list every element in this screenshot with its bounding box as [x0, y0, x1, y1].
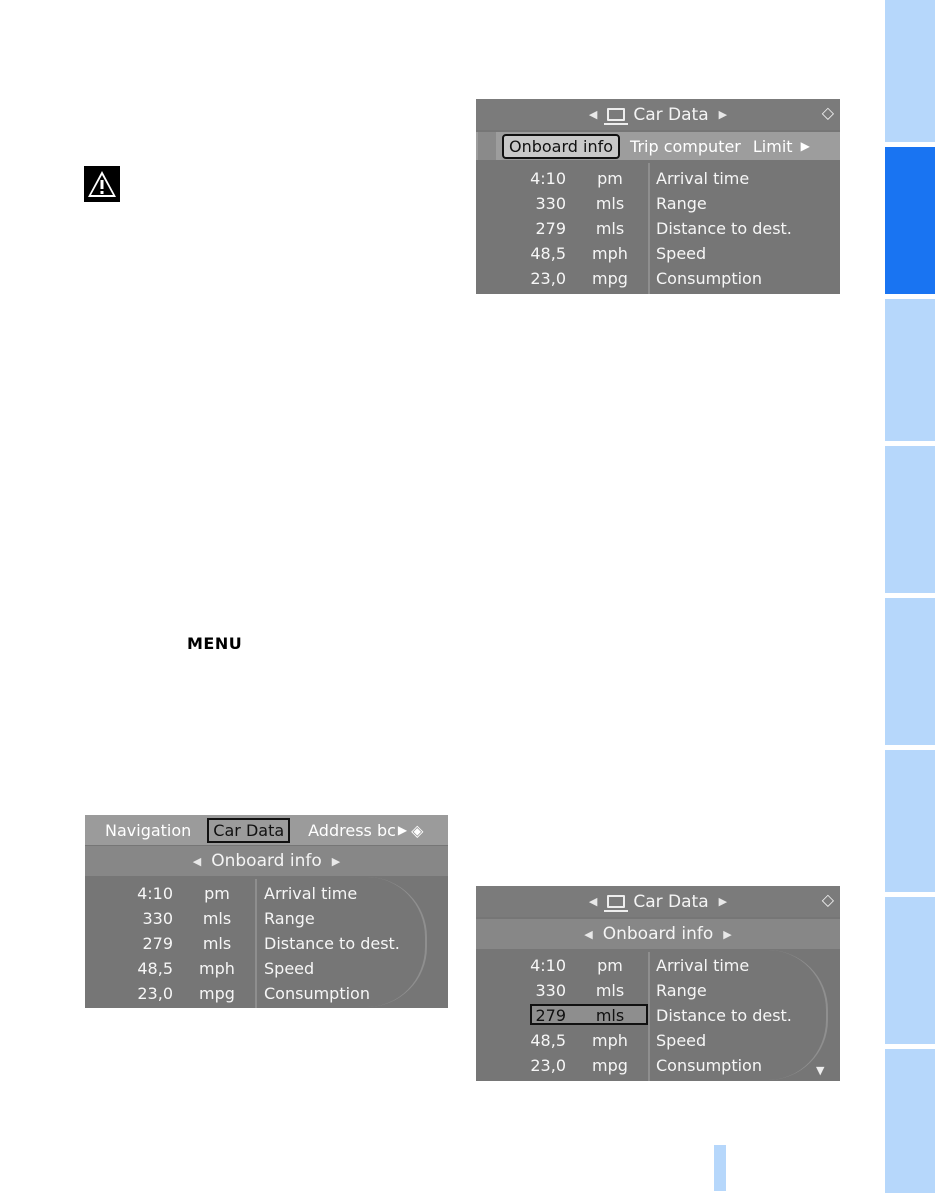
tab-bar — [476, 132, 840, 160]
row-label: Speed — [656, 244, 707, 263]
chapter-tab[interactable] — [885, 897, 935, 1044]
warning-triangle-icon — [84, 166, 120, 202]
next-arrow-icon[interactable]: ▶ — [723, 927, 732, 941]
scroll-down-arrow-icon[interactable]: ▼ — [816, 1064, 825, 1077]
row-label: Consumption — [264, 984, 370, 1003]
data-row — [85, 931, 448, 956]
data-row — [476, 166, 840, 191]
row-value: 279 — [535, 219, 566, 238]
row-unit: mph — [592, 244, 628, 263]
data-row — [476, 1053, 840, 1078]
row-unit: pm — [204, 884, 230, 903]
chapter-tab[interactable] — [885, 1049, 935, 1193]
row-value: 330 — [535, 194, 566, 213]
data-rows — [476, 953, 840, 1078]
row-label: Distance to dest. — [264, 934, 400, 953]
subheader-bar — [85, 846, 448, 876]
row-unit: mls — [202, 934, 232, 953]
row-unit: mls — [595, 981, 625, 1000]
row-label: Speed — [264, 959, 315, 978]
next-arrow-icon[interactable]: ▶ — [331, 854, 341, 868]
row-unit: mls — [595, 219, 625, 238]
row-label: Consumption — [656, 1056, 762, 1075]
controller-icon: ◈ — [411, 820, 424, 840]
row-value: 4:10 — [530, 169, 566, 188]
tab-spacer — [478, 132, 496, 160]
menu-tab-address-book[interactable]: Address bc — [308, 820, 396, 840]
row-label: Speed — [656, 1031, 707, 1050]
data-row — [85, 906, 448, 931]
row-label: Range — [264, 909, 315, 928]
data-row — [476, 191, 840, 216]
row-value: 23,0 — [530, 1056, 566, 1075]
row-label: Arrival time — [656, 956, 750, 975]
row-value: 48,5 — [530, 244, 566, 263]
tab-trip-computer[interactable]: Trip computer — [630, 136, 741, 156]
data-row — [476, 216, 840, 241]
data-row — [85, 956, 448, 981]
tab-limit[interactable]: Limit — [752, 136, 793, 156]
data-rows — [476, 166, 840, 291]
row-value: 23,0 — [530, 269, 566, 288]
row-value: 4:10 — [530, 956, 566, 975]
data-row — [476, 266, 840, 291]
row-label: Consumption — [656, 269, 762, 288]
menu-tab-car-data[interactable]: Car Data — [207, 818, 290, 843]
data-row — [476, 241, 840, 266]
row-label: Distance to dest. — [656, 1006, 792, 1025]
row-value: 279 — [535, 1006, 566, 1025]
tab-onboard-info[interactable]: Onboard info — [502, 134, 620, 159]
row-label: Range — [656, 194, 707, 213]
row-unit: mpg — [199, 984, 235, 1003]
prev-arrow-icon[interactable]: ◀ — [588, 895, 598, 908]
screen-title: Car Data — [633, 104, 709, 125]
chapter-tab[interactable] — [885, 446, 935, 593]
screen-title: Car Data — [633, 891, 709, 912]
screen-car-data-tabs — [476, 99, 840, 294]
row-unit: pm — [597, 956, 623, 975]
screen-header — [476, 99, 840, 130]
row-value: 4:10 — [137, 884, 173, 903]
chapter-tab[interactable] — [885, 0, 935, 142]
row-unit: mls — [202, 909, 232, 928]
menu-key-label: MENU — [187, 634, 243, 653]
data-row — [476, 953, 840, 978]
row-label: Range — [656, 981, 707, 1000]
row-unit: mph — [592, 1031, 628, 1050]
row-value: 48,5 — [530, 1031, 566, 1050]
data-row-selected[interactable] — [476, 1003, 840, 1028]
row-value: 279 — [142, 934, 173, 953]
data-row — [85, 881, 448, 906]
row-value: 23,0 — [137, 984, 173, 1003]
prev-arrow-icon[interactable]: ◀ — [588, 108, 598, 121]
data-row — [85, 981, 448, 1006]
row-unit: mph — [199, 959, 235, 978]
row-unit: mpg — [592, 269, 628, 288]
row-unit: pm — [597, 169, 623, 188]
row-unit: mls — [595, 1006, 625, 1025]
chapter-tab[interactable] — [885, 750, 935, 892]
computer-icon — [607, 108, 625, 121]
prev-arrow-icon[interactable]: ◀ — [192, 854, 202, 868]
row-value: 330 — [535, 981, 566, 1000]
subheader-title: Onboard info — [602, 924, 714, 944]
data-row — [476, 978, 840, 1003]
data-rows — [85, 881, 448, 1006]
controller-icon: ◇ — [821, 103, 834, 122]
screen-main-menu — [85, 815, 448, 1008]
row-label: Arrival time — [656, 169, 750, 188]
main-menu-bar — [85, 815, 448, 845]
chapter-tab-active[interactable] — [885, 147, 935, 294]
chapter-tab-strip — [885, 0, 935, 1193]
row-value: 330 — [142, 909, 173, 928]
row-unit: mls — [595, 194, 625, 213]
chapter-tab[interactable] — [885, 299, 935, 441]
more-tabs-arrow-icon[interactable]: ▶ — [397, 823, 408, 837]
chapter-tab[interactable] — [885, 598, 935, 745]
row-label: Distance to dest. — [656, 219, 792, 238]
prev-arrow-icon[interactable]: ◀ — [584, 927, 593, 941]
data-row — [476, 1028, 840, 1053]
row-value: 48,5 — [137, 959, 173, 978]
more-tabs-arrow-icon[interactable]: ▶ — [800, 139, 810, 153]
next-arrow-icon[interactable]: ▶ — [718, 108, 728, 121]
row-unit: mpg — [592, 1056, 628, 1075]
next-arrow-icon[interactable]: ▶ — [718, 895, 728, 908]
screen-onboard-selected — [476, 886, 840, 1081]
row-label: Arrival time — [264, 884, 358, 903]
menu-tab-navigation[interactable]: Navigation — [105, 820, 192, 840]
page-marker — [714, 1145, 726, 1191]
computer-icon — [607, 895, 625, 908]
subheader-bar — [476, 919, 840, 949]
controller-icon: ◇ — [821, 890, 834, 909]
screen-header — [476, 886, 840, 917]
subheader-title: Onboard info — [211, 851, 322, 871]
